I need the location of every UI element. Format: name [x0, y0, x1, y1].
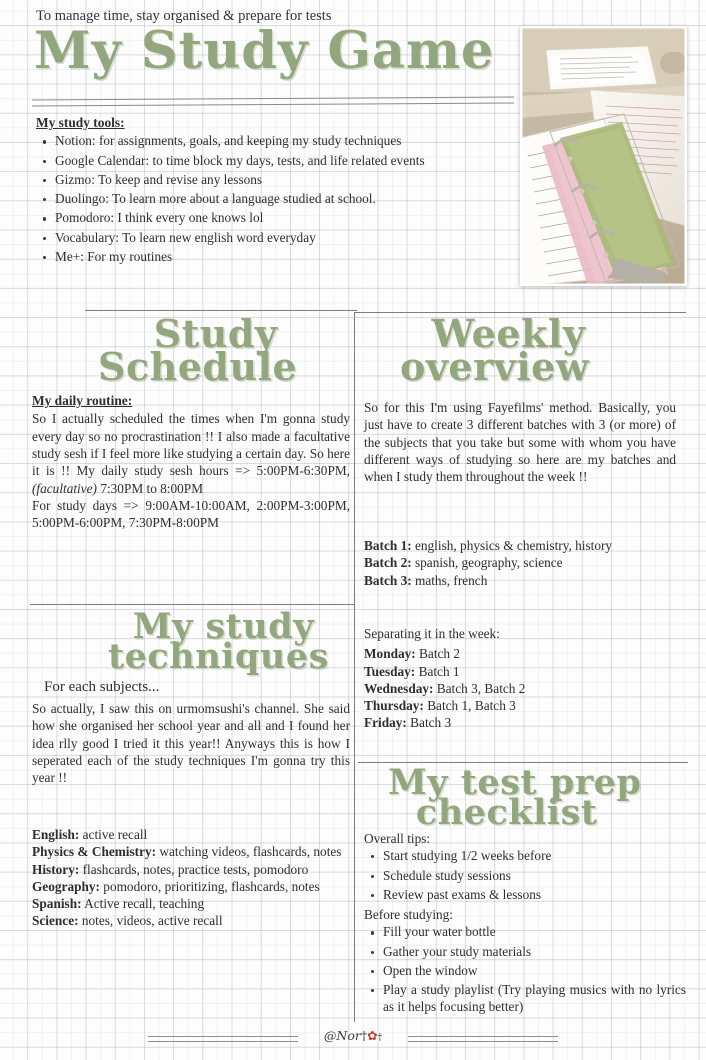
list-item: Gizmo: To keep and revise any lessons	[55, 172, 506, 189]
day-label: Monday:	[364, 646, 416, 662]
list-item: Pomodoro: I think every one knows lol	[55, 210, 506, 227]
test-prep-heading-line2: checklist	[415, 792, 598, 834]
daily-routine-heading: My daily routine:	[32, 393, 133, 408]
batches-list	[364, 537, 676, 589]
batch-label: Batch 1:	[364, 538, 412, 553]
subject-label: Physics & Chemistry:	[32, 844, 157, 860]
batch-label: Batch 3:	[364, 572, 412, 588]
page-title: My Study Game	[34, 21, 495, 81]
dagger-icon: †	[360, 1028, 368, 1043]
techniques-subheading: For each subjects...	[44, 679, 160, 695]
list-item: Open the window	[383, 963, 686, 980]
batch-row	[364, 554, 676, 571]
daily-routine-body-after: 7:30PM to 8:00PM	[100, 480, 204, 496]
day-value: Batch 1	[418, 663, 460, 679]
batch-value: spanish, geography, science	[414, 555, 563, 571]
study-schedule-heading-line2: Schedule	[98, 343, 298, 389]
list-item: Gather your study materials	[383, 944, 686, 961]
batch-label: Batch 2:	[364, 555, 412, 571]
day-row	[364, 645, 676, 662]
subject-row	[32, 861, 350, 878]
flower-icon: ✿	[367, 1028, 378, 1043]
weekly-overview-heading-line1: Weekly	[431, 311, 586, 356]
study-techniques-heading-line1: My study	[132, 606, 315, 647]
subject-techniques-list	[32, 826, 350, 930]
subject-value: notes, videos, active recall	[81, 913, 223, 929]
batch-row	[364, 572, 676, 589]
list-item: Fill your water bottle	[383, 924, 686, 941]
facultative-note: (facultative)	[32, 480, 97, 496]
weekly-overview-body: So for this I'm using Fayefilms' method. Basically, you just have to create 3 different batches with 3 (or more) of the subjects that you take but some with whom you have different ways of studying so here are my batches and when I study them throughout the week !!	[364, 400, 676, 485]
before-studying-label: Before studying:	[364, 907, 454, 923]
list-item: Review past exams & lessons	[383, 887, 686, 904]
techniques-divider	[30, 604, 354, 605]
list-item: Play a study playlist (Try playing musics with no lyrics as it helps focusing better)	[383, 982, 686, 1014]
test-prep-heading	[388, 762, 642, 834]
test-prep-checklist	[364, 830, 686, 1018]
list-item: Duolingo: To learn more about a language studied at school.	[55, 191, 506, 208]
subject-label: English:	[32, 827, 80, 842]
techniques-body: So actually, I saw this on urmomsushi's channel. She said how she organised her school year and all and I found her idea rlly good I tried it this year!! Anyways this is how I seperated each of the study techniques I'm gonna try this year !!	[32, 701, 350, 786]
subject-row	[32, 843, 350, 860]
subject-row	[32, 912, 350, 929]
list-item: Start studying 1/2 weeks before	[383, 848, 686, 865]
day-row	[364, 680, 676, 697]
subject-value: pomodoro, prioritizing, flashcards, notes	[103, 878, 320, 894]
day-label: Wednesday:	[364, 680, 434, 696]
batch-value: english, physics & chemistry, history	[414, 538, 613, 553]
list-item: Google Calendar: to time block my days, tests, and life related events	[55, 153, 506, 170]
overall-tips-label: Overall tips:	[364, 831, 431, 846]
day-label: Thursday:	[364, 698, 424, 714]
title-divider	[32, 97, 514, 107]
list-item: Schedule study sessions	[383, 868, 686, 885]
before-studying-list	[364, 924, 686, 1015]
batch-row	[364, 537, 676, 554]
subject-value: watching videos, flashcards, notes	[159, 844, 342, 860]
column-divider	[354, 312, 355, 1022]
footer	[0, 1026, 706, 1052]
subject-value: Active recall, teaching	[84, 896, 205, 912]
study-days-line: For study days => 9:00AM-10:00AM, 2:00PM-3:00PM, 5:00PM-6:00PM, 7:30PM-8:00PM	[32, 497, 350, 531]
study-techniques-heading	[108, 606, 329, 678]
subject-value: flashcards, notes, practice tests, pomodoro	[82, 861, 309, 877]
day-value: Batch 3, Batch 2	[436, 680, 526, 696]
list-item: Me+: For my routines	[55, 249, 506, 266]
binder-photo-illustration	[520, 26, 687, 286]
signature	[0, 1028, 706, 1043]
day-row	[364, 663, 676, 680]
day-value: Batch 2	[419, 646, 461, 662]
subject-value: active recall	[82, 827, 148, 842]
test-prep-heading-line1: My test prep	[388, 762, 642, 803]
list-item: Notion: for assignments, goals, and keeping my study techniques	[55, 133, 506, 150]
day-label: Tuesday:	[364, 663, 416, 679]
overall-tips-list	[364, 848, 686, 903]
weekly-overview-heading	[400, 311, 590, 389]
dagger-small-icon: †	[377, 1033, 383, 1043]
study-tools-heading: My study tools:	[36, 115, 125, 130]
daily-routine-section	[32, 392, 350, 531]
study-schedule-heading	[98, 311, 298, 389]
subject-label: Science:	[32, 913, 79, 929]
batch-value: maths, french	[414, 572, 488, 588]
day-value: Batch 3	[410, 715, 452, 731]
study-tools-list	[36, 133, 506, 265]
subject-label: History:	[32, 861, 80, 877]
subject-row	[32, 895, 350, 912]
subject-row	[32, 878, 350, 895]
day-row	[364, 714, 676, 731]
tagline: To manage time, stay organised & prepare for tests	[36, 8, 332, 24]
day-label: Friday:	[364, 715, 407, 731]
study-techniques-heading-line2: techniques	[108, 636, 329, 678]
weekly-overview-heading-line2: overview	[400, 343, 590, 389]
subject-label: Geography:	[32, 878, 100, 894]
subject-row	[32, 826, 350, 843]
binder-photo	[520, 26, 687, 286]
list-item: Vocabulary: To learn new english word everyday	[55, 230, 506, 247]
study-tools-section	[36, 114, 506, 268]
study-schedule-heading-line1: Study	[153, 311, 278, 356]
day-row	[364, 697, 676, 714]
day-value: Batch 1, Batch 3	[427, 698, 516, 714]
daily-routine-body: So I actually scheduled the times when I'm gonna study every day so no procrastination !! I also made a facultative study sesh if I feel more like studying a certain day. So here it is !! My daily study sesh hours => 5:00PM-6:30PM,	[32, 411, 350, 479]
signature-handle: @Nor	[323, 1028, 361, 1043]
week-intro: Separating it in the week:	[364, 626, 500, 641]
week-breakdown	[364, 625, 676, 732]
subject-label: Spanish:	[32, 896, 82, 912]
